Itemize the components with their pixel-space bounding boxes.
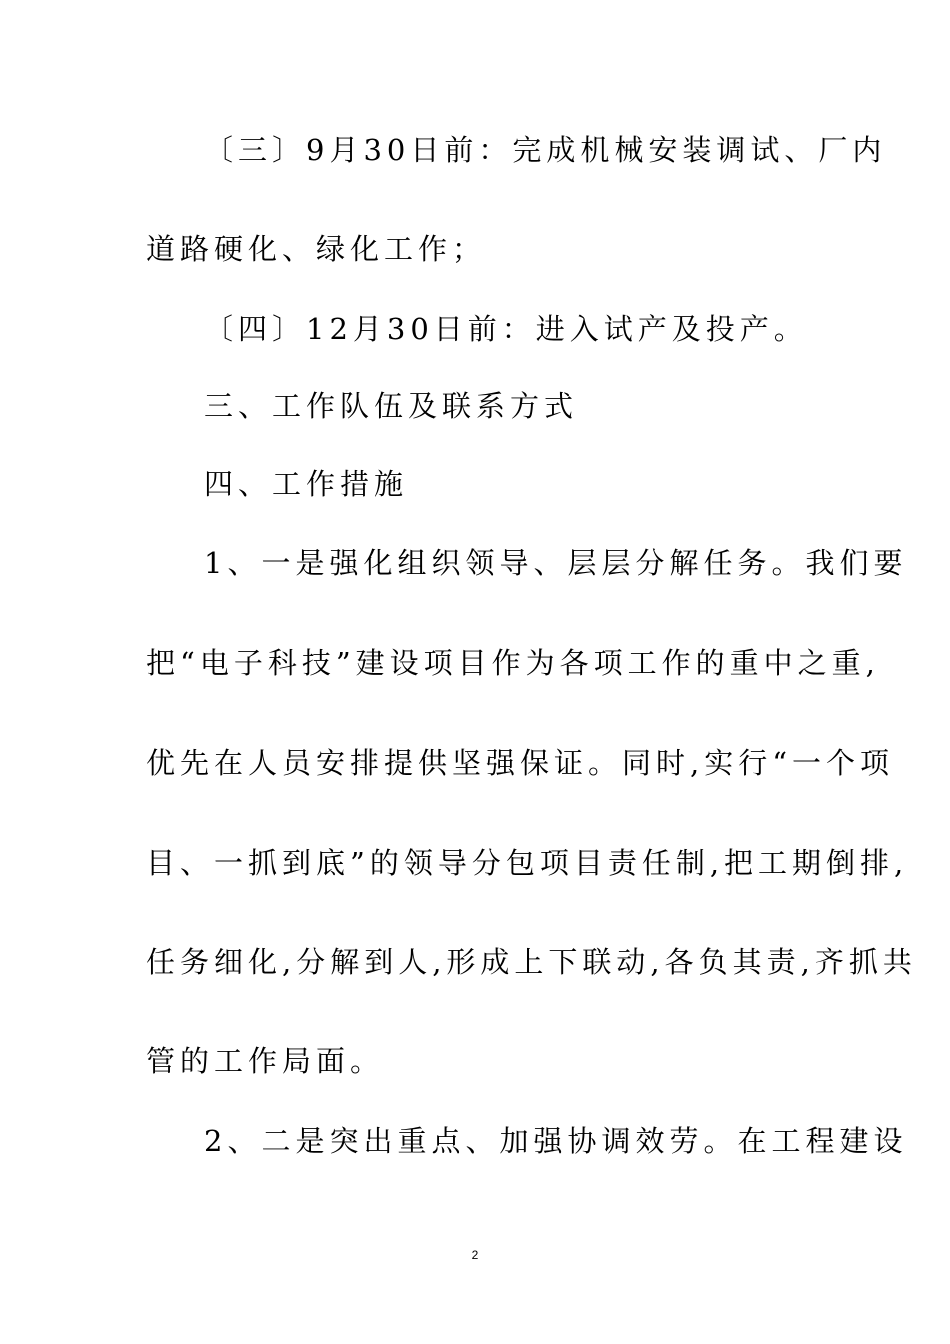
paragraph-line-12: 2、二是突出重点、加强协调效劳。在工程建设: [204, 1124, 908, 1158]
paragraph-line-7: 把“电子科技”建设项目作为各项工作的重中之重,: [146, 646, 880, 680]
section-heading-team: 三、工作队伍及联系方式: [204, 389, 579, 423]
paragraph-line-10: 任务细化,分解到人,形成上下联动,各负其责,齐抓共: [146, 945, 917, 979]
paragraph-line-8: 优先在人员安排提供坚强保证。同时,实行“一个项: [146, 746, 895, 780]
paragraph-line-1: 〔三〕9月30日前：完成机械安装调试、厂内: [204, 133, 887, 167]
page-number: 2: [471, 1248, 479, 1262]
paragraph-line-3: 〔四〕12月30日前：进入试产及投产。: [204, 312, 808, 346]
paragraph-line-9: 目、一抓到底”的领导分包项目责任制,把工期倒排,: [146, 846, 909, 880]
paragraph-line-6: 1、一是强化组织领导、层层分解任务。我们要: [204, 546, 908, 580]
section-heading-measures: 四、工作措施: [204, 467, 409, 501]
paragraph-line-2: 道路硬化、绿化工作；: [146, 232, 487, 266]
paragraph-line-11: 管的工作局面。: [146, 1044, 385, 1078]
